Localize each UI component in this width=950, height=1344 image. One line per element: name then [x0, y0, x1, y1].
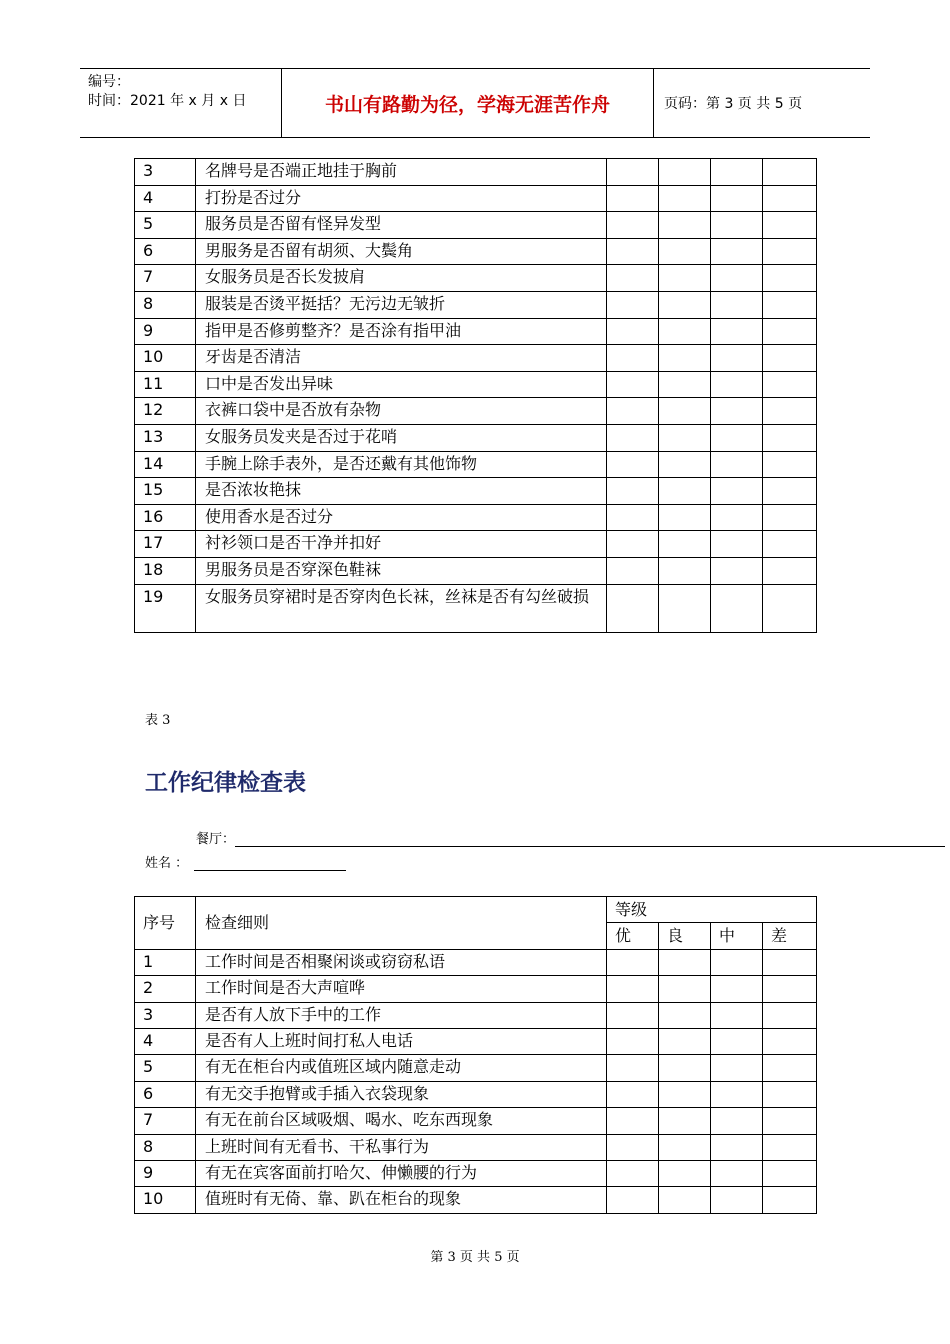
table-row [135, 531, 817, 558]
grade-cell-poor[interactable] [763, 1187, 817, 1213]
table-row [135, 1187, 817, 1213]
row-number: 7 [135, 265, 196, 292]
grade-cell-excellent[interactable] [607, 976, 659, 1002]
grade-cell-average[interactable] [711, 159, 763, 186]
row-check-item: 是否有人放下手中的工作 [196, 1002, 607, 1028]
grade-cell-good[interactable] [659, 1028, 711, 1054]
grade-cell-excellent[interactable] [607, 424, 659, 451]
grade-cell-average[interactable] [711, 504, 763, 531]
grade-cell-excellent[interactable] [607, 265, 659, 292]
grade-cell-excellent[interactable] [607, 1134, 659, 1160]
row-check-item: 值班时有无倚、靠、趴在柜台的现象 [196, 1187, 607, 1213]
grade-cell-poor[interactable] [763, 398, 817, 425]
grade-cell-poor[interactable] [763, 1081, 817, 1107]
header-motto: 书山有路勤为径，学海无涯苦作舟 [282, 69, 654, 137]
table-row [135, 949, 817, 975]
row-check-item: 服装是否烫平挺括？无污边无皱折 [196, 291, 607, 318]
row-number: 10 [135, 345, 196, 372]
table-header-row [135, 897, 817, 923]
grade-cell-average[interactable] [711, 318, 763, 345]
grade-cell-excellent[interactable] [607, 185, 659, 212]
row-check-item: 男服务是否留有胡须、大鬓角 [196, 238, 607, 265]
grade-cell-good[interactable] [659, 291, 711, 318]
grade-cell-average[interactable] [711, 531, 763, 558]
grade-cell-good[interactable] [659, 504, 711, 531]
grade-cell-excellent[interactable] [607, 291, 659, 318]
row-check-item: 打扮是否过分 [196, 185, 607, 212]
grade-cell-excellent[interactable] [607, 1055, 659, 1081]
row-check-item: 工作时间是否大声喧哗 [196, 976, 607, 1002]
grade-cell-good[interactable] [659, 318, 711, 345]
row-number: 17 [135, 531, 196, 558]
grade-cell-poor[interactable] [763, 238, 817, 265]
grade-cell-good[interactable] [659, 1081, 711, 1107]
grade-cell-excellent[interactable] [607, 238, 659, 265]
row-number: 6 [135, 1081, 196, 1107]
grade-cell-excellent[interactable] [607, 1160, 659, 1186]
row-number: 4 [135, 185, 196, 212]
grade-excellent: 优 [607, 923, 659, 949]
grade-cell-excellent[interactable] [607, 949, 659, 975]
grade-cell-average[interactable] [711, 584, 763, 632]
grade-cell-excellent[interactable] [607, 1028, 659, 1054]
grade-cell-poor[interactable] [763, 318, 817, 345]
row-check-item: 口中是否发出异味 [196, 371, 607, 398]
table-row [135, 976, 817, 1002]
grade-cell-average[interactable] [711, 949, 763, 975]
grade-cell-average[interactable] [711, 1081, 763, 1107]
grade-cell-average[interactable] [711, 398, 763, 425]
page-header [80, 68, 870, 138]
grade-cell-excellent[interactable] [607, 478, 659, 505]
table-label: 表 3 [145, 713, 171, 728]
row-number: 12 [135, 398, 196, 425]
grade-cell-poor[interactable] [763, 212, 817, 239]
grade-cell-excellent[interactable] [607, 159, 659, 186]
grade-cell-poor[interactable] [763, 1160, 817, 1186]
grade-cell-excellent[interactable] [607, 398, 659, 425]
row-number: 18 [135, 557, 196, 584]
row-number: 1 [135, 949, 196, 975]
grade-cell-good[interactable] [659, 212, 711, 239]
row-number: 9 [135, 1160, 196, 1186]
form-title: 工作纪律检查表 [145, 770, 306, 796]
restaurant-blank-line[interactable] [235, 832, 945, 847]
table-row [135, 345, 817, 372]
name-label: 姓名 ： [145, 856, 189, 871]
table-row [135, 1028, 817, 1054]
row-check-item: 工作时间是否相聚闲谈或窃窃私语 [196, 949, 607, 975]
row-number: 9 [135, 318, 196, 345]
grade-cell-good[interactable] [659, 531, 711, 558]
grade-cell-average[interactable] [711, 424, 763, 451]
row-number: 14 [135, 451, 196, 478]
row-number: 5 [135, 212, 196, 239]
row-number: 8 [135, 1134, 196, 1160]
row-number: 6 [135, 238, 196, 265]
row-number: 7 [135, 1108, 196, 1134]
restaurant-field[interactable] [196, 828, 945, 847]
grade-cell-average[interactable] [711, 1187, 763, 1213]
table-row [135, 291, 817, 318]
name-blank-line[interactable] [194, 856, 346, 871]
grade-cell-excellent[interactable] [607, 318, 659, 345]
row-check-item: 是否浓妆艳抹 [196, 478, 607, 505]
table-row [135, 1081, 817, 1107]
table-row [135, 451, 817, 478]
date-label: 时间：2021 年 x 月 x 日 [88, 93, 247, 109]
row-number: 10 [135, 1187, 196, 1213]
grade-cell-excellent[interactable] [607, 345, 659, 372]
grade-cell-poor[interactable] [763, 976, 817, 1002]
appearance-checklist-table [134, 158, 817, 633]
row-number: 19 [135, 584, 196, 632]
row-number: 8 [135, 291, 196, 318]
grade-cell-good[interactable] [659, 1160, 711, 1186]
grade-cell-good[interactable] [659, 557, 711, 584]
grade-cell-poor[interactable] [763, 159, 817, 186]
grade-cell-poor[interactable] [763, 1134, 817, 1160]
row-check-item: 有无在前台区域吸烟、喝水、吃东西现象 [196, 1108, 607, 1134]
grade-cell-poor[interactable] [763, 1028, 817, 1054]
grade-cell-excellent[interactable] [607, 451, 659, 478]
grade-cell-average[interactable] [711, 345, 763, 372]
row-check-item: 有无在柜台内或值班区域内随意走动 [196, 1055, 607, 1081]
grade-cell-average[interactable] [711, 1160, 763, 1186]
grade-cell-good[interactable] [659, 238, 711, 265]
grade-cell-average[interactable] [711, 1028, 763, 1054]
grade-cell-average[interactable] [711, 557, 763, 584]
header-meta [80, 69, 282, 137]
grade-cell-poor[interactable] [763, 185, 817, 212]
row-number: 3 [135, 1002, 196, 1028]
grade-cell-average[interactable] [711, 451, 763, 478]
grade-poor: 差 [763, 923, 817, 949]
grade-cell-good[interactable] [659, 1108, 711, 1134]
table-row [135, 557, 817, 584]
grade-cell-poor[interactable] [763, 345, 817, 372]
table-row [135, 265, 817, 292]
row-check-item: 使用香水是否过分 [196, 504, 607, 531]
row-check-item: 名牌号是否端正地挂于胸前 [196, 159, 607, 186]
grade-cell-excellent[interactable] [607, 531, 659, 558]
grade-cell-poor[interactable] [763, 371, 817, 398]
table-row [135, 584, 817, 632]
grade-cell-excellent[interactable] [607, 1002, 659, 1028]
grade-cell-average[interactable] [711, 212, 763, 239]
row-number: 15 [135, 478, 196, 505]
grade-cell-poor[interactable] [763, 291, 817, 318]
grade-cell-poor[interactable] [763, 265, 817, 292]
header-page-info: 页码：第 3 页 共 5 页 [664, 96, 803, 112]
table-row [135, 1108, 817, 1134]
grade-cell-good[interactable] [659, 398, 711, 425]
grade-cell-average[interactable] [711, 291, 763, 318]
col-header-item: 检查细则 [196, 897, 607, 950]
row-number: 13 [135, 424, 196, 451]
grade-average: 中 [711, 923, 763, 949]
grade-cell-poor[interactable] [763, 1002, 817, 1028]
row-number: 2 [135, 976, 196, 1002]
row-check-item: 男服务员是否穿深色鞋袜 [196, 557, 607, 584]
grade-cell-average[interactable] [711, 1002, 763, 1028]
grade-cell-good[interactable] [659, 424, 711, 451]
grade-cell-good[interactable] [659, 265, 711, 292]
row-number: 11 [135, 371, 196, 398]
col-header-grade: 等级 [607, 897, 817, 923]
row-check-item: 女服务员穿裙时是否穿肉色长袜，丝袜是否有勾丝破损 [196, 584, 607, 632]
row-number: 5 [135, 1055, 196, 1081]
row-check-item: 指甲是否修剪整齐？是否涂有指甲油 [196, 318, 607, 345]
grade-cell-poor[interactable] [763, 451, 817, 478]
grade-cell-average[interactable] [711, 478, 763, 505]
grade-cell-good[interactable] [659, 345, 711, 372]
table-row [135, 1160, 817, 1186]
grade-cell-good[interactable] [659, 1187, 711, 1213]
grade-cell-average[interactable] [711, 371, 763, 398]
grade-cell-good[interactable] [659, 1055, 711, 1081]
table-row [135, 185, 817, 212]
row-number: 3 [135, 159, 196, 186]
grade-cell-good[interactable] [659, 185, 711, 212]
grade-cell-good[interactable] [659, 451, 711, 478]
grade-cell-good[interactable] [659, 584, 711, 632]
row-number: 4 [135, 1028, 196, 1054]
restaurant-label: 餐厅： [196, 832, 236, 847]
grade-cell-poor[interactable] [763, 531, 817, 558]
table-row [135, 424, 817, 451]
table-row [135, 371, 817, 398]
page-footer: 第 3 页 共 5 页 [430, 1250, 520, 1265]
grade-cell-excellent[interactable] [607, 1187, 659, 1213]
row-number: 16 [135, 504, 196, 531]
grade-cell-average[interactable] [711, 265, 763, 292]
grade-cell-average[interactable] [711, 976, 763, 1002]
table-row [135, 1002, 817, 1028]
grade-cell-average[interactable] [711, 1108, 763, 1134]
grade-cell-poor[interactable] [763, 478, 817, 505]
table-row [135, 1055, 817, 1081]
grade-cell-average[interactable] [711, 185, 763, 212]
grade-cell-good[interactable] [659, 159, 711, 186]
grade-cell-excellent[interactable] [607, 1081, 659, 1107]
work-discipline-table [134, 896, 817, 1214]
grade-cell-excellent[interactable] [607, 371, 659, 398]
row-check-item: 牙齿是否清洁 [196, 345, 607, 372]
row-check-item: 衣裤口袋中是否放有杂物 [196, 398, 607, 425]
table-row [135, 1134, 817, 1160]
grade-good: 良 [659, 923, 711, 949]
row-check-item: 服务员是否留有怪异发型 [196, 212, 607, 239]
grade-cell-good[interactable] [659, 976, 711, 1002]
row-check-item: 衬衫领口是否干净并扣好 [196, 531, 607, 558]
grade-cell-poor[interactable] [763, 557, 817, 584]
grade-cell-average[interactable] [711, 1055, 763, 1081]
table-row [135, 478, 817, 505]
table-row [135, 159, 817, 186]
grade-cell-poor[interactable] [763, 1108, 817, 1134]
grade-cell-good[interactable] [659, 371, 711, 398]
table-row [135, 504, 817, 531]
grade-cell-good[interactable] [659, 1002, 711, 1028]
grade-cell-average[interactable] [711, 238, 763, 265]
table-row [135, 398, 817, 425]
grade-cell-poor[interactable] [763, 949, 817, 975]
row-check-item: 女服务员是否长发披肩 [196, 265, 607, 292]
table-row [135, 238, 817, 265]
table-row [135, 212, 817, 239]
grade-cell-poor[interactable] [763, 584, 817, 632]
grade-cell-good[interactable] [659, 478, 711, 505]
grade-cell-good[interactable] [659, 1134, 711, 1160]
grade-cell-excellent[interactable] [607, 504, 659, 531]
row-check-item: 上班时间有无看书、干私事行为 [196, 1134, 607, 1160]
grade-cell-excellent[interactable] [607, 212, 659, 239]
grade-cell-excellent[interactable] [607, 1108, 659, 1134]
grade-cell-good[interactable] [659, 949, 711, 975]
col-header-num: 序号 [135, 897, 196, 950]
row-check-item: 有无交手抱臂或手插入衣袋现象 [196, 1081, 607, 1107]
row-check-item: 有无在宾客面前打哈欠、伸懒腰的行为 [196, 1160, 607, 1186]
grade-cell-excellent[interactable] [607, 584, 659, 632]
grade-cell-average[interactable] [711, 1134, 763, 1160]
grade-cell-poor[interactable] [763, 504, 817, 531]
grade-cell-poor[interactable] [763, 1055, 817, 1081]
name-field[interactable] [145, 852, 346, 871]
code-label: 编号： [88, 74, 130, 90]
table-row [135, 318, 817, 345]
row-check-item: 手腕上除手表外，是否还戴有其他饰物 [196, 451, 607, 478]
grade-cell-poor[interactable] [763, 424, 817, 451]
grade-cell-excellent[interactable] [607, 557, 659, 584]
row-check-item: 是否有人上班时间打私人电话 [196, 1028, 607, 1054]
row-check-item: 女服务员发夹是否过于花哨 [196, 424, 607, 451]
